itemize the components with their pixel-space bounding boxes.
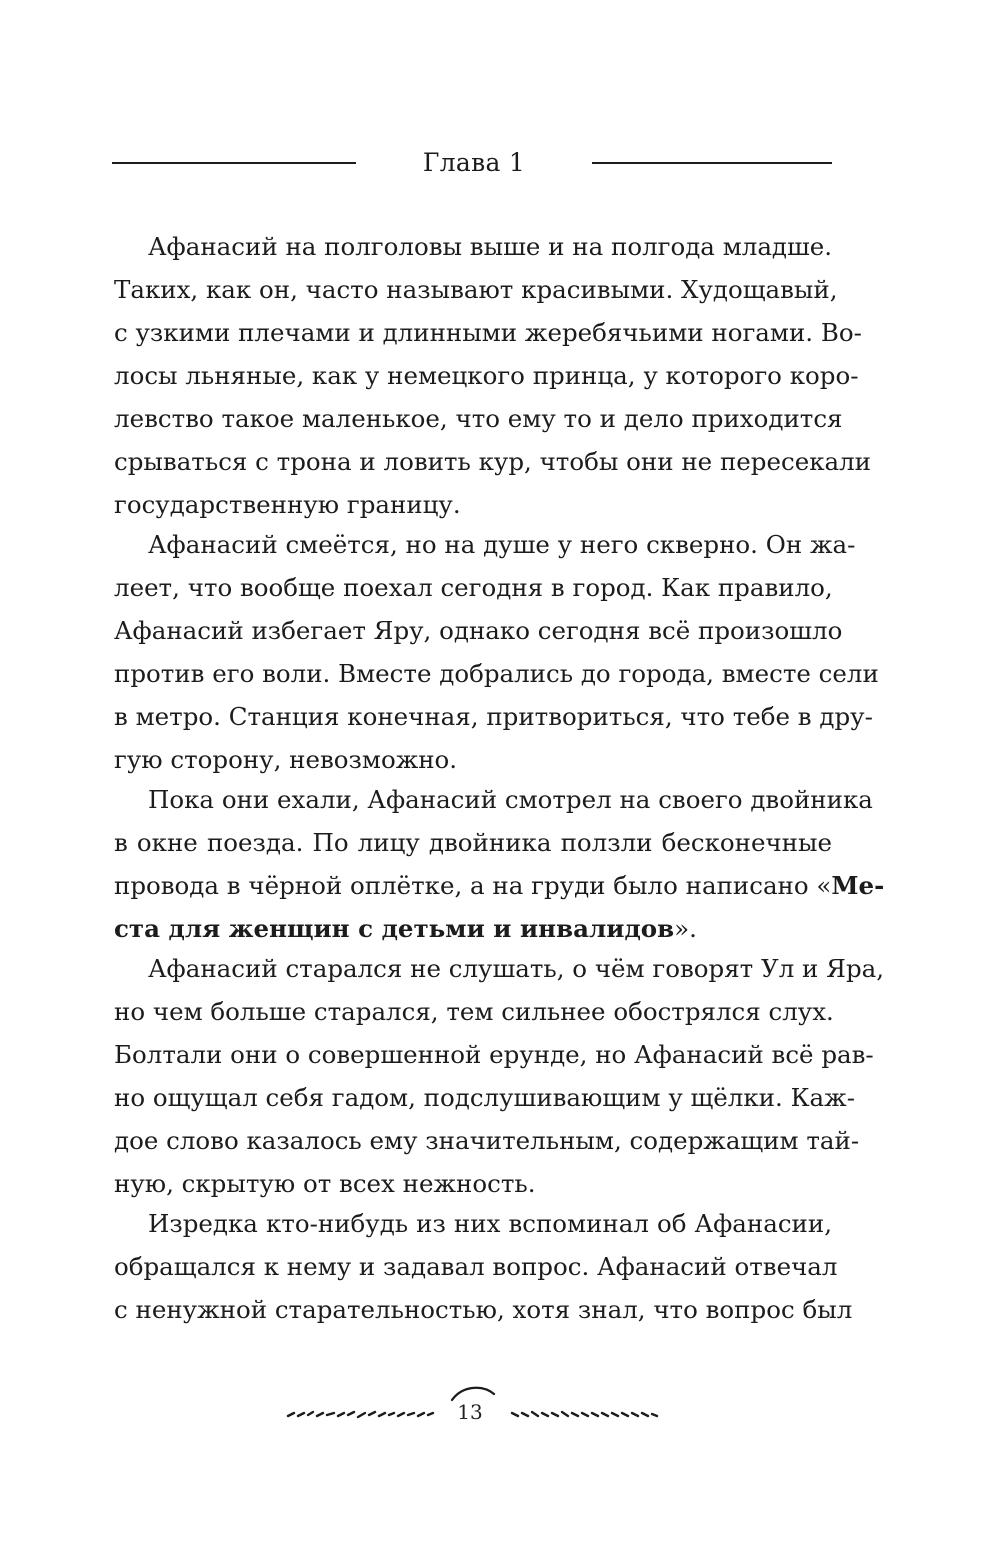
paragraph-1-line-6: срываться с трона и ловить кур, чтобы они не пересекали xyxy=(114,447,871,476)
paragraph-3-line-4-suffix: ». xyxy=(674,914,697,943)
paragraph-3-line-3 xyxy=(114,865,885,907)
chapter-rule-right xyxy=(592,162,832,164)
paragraph-5-line-2: обращался к нему и задавал вопрос. Афанасий отвечал xyxy=(114,1252,838,1281)
footer-ornament-icon xyxy=(0,1370,1000,1440)
paragraph-5-line-3: с ненужной старательностью, хотя знал, что вопрос был xyxy=(114,1295,853,1324)
paragraph-4-line-3: Болтали они о совершенной ерунде, но Афанасий всё рав- xyxy=(114,1040,874,1069)
paragraph-4-line-2: но чем больше старался, тем сильнее обострялся слух. xyxy=(114,997,834,1026)
paragraph-3-bold-end: ста для женщин с детьми и инвалидов xyxy=(114,914,675,943)
paragraph-3-line-4 xyxy=(114,908,832,950)
paragraph-2-line-4: против его воли. Вместе добрались до города, вместе сели xyxy=(114,659,879,688)
paragraph-1-line-4: лосы льняные, как у немецкого принца, у которого коро- xyxy=(114,361,859,390)
paragraph-2-line-3: Афанасий избегает Яру, однако сегодня всё произошло xyxy=(114,616,843,645)
paragraph-1-line-1: Афанасий на полголовы выше и на полгода младше. xyxy=(148,232,833,261)
paragraph-2-line-1: Афанасий смеётся, но на душе у него скверно. Он жа- xyxy=(148,530,856,559)
paragraph-1-line-3: с узкими плечами и длинными жеребячьими ногами. Во- xyxy=(114,318,862,347)
paragraph-3-line-2: в окне поезда. По лицу двойника ползли бесконечные xyxy=(114,828,832,857)
page-number: 13 xyxy=(457,1400,483,1424)
paragraph-5-line-1: Изредка кто-нибудь из них вспоминал об Афанасии, xyxy=(148,1209,832,1238)
paragraph-4-line-5: дое слово казалось ему значительным, содержащим тай- xyxy=(114,1126,860,1155)
paragraph-4-line-4: но ощущал себя гадом, подслушивающим у щёлки. Каж- xyxy=(114,1083,855,1112)
paragraph-1-line-5: левство такое маленькое, что ему то и дело приходится xyxy=(114,404,843,433)
paragraph-3-line-1: Пока они ехали, Афанасий смотрел на своего двойника xyxy=(148,785,873,814)
chapter-title: Глава 1 xyxy=(422,148,526,177)
paragraph-4-line-6: ную, скрытую от всех нежность. xyxy=(114,1169,536,1198)
paragraph-1-line-7: государственную границу. xyxy=(114,490,461,519)
page-footer xyxy=(0,1370,1000,1440)
paragraph-3-line-3-text: провода в чёрной оплётке, а на груди было написано « xyxy=(114,871,832,900)
paragraph-4-line-1: Афанасий старался не слушать, о чём говорят Ул и Яра, xyxy=(148,954,885,983)
chapter-rule-left xyxy=(112,162,356,164)
paragraph-2-line-2: леет, что вообще поехал сегодня в город. Как правило, xyxy=(114,573,833,602)
paragraph-1-line-2: Таких, как он, часто называют красивыми. Худощавый, xyxy=(114,275,838,304)
paragraph-3-bold-start: Ме- xyxy=(831,871,885,900)
paragraph-2-line-6: гую сторону, невозможно. xyxy=(114,745,458,774)
paragraph-2-line-5: в метро. Станция конечная, притвориться, что тебе в дру- xyxy=(114,702,873,731)
